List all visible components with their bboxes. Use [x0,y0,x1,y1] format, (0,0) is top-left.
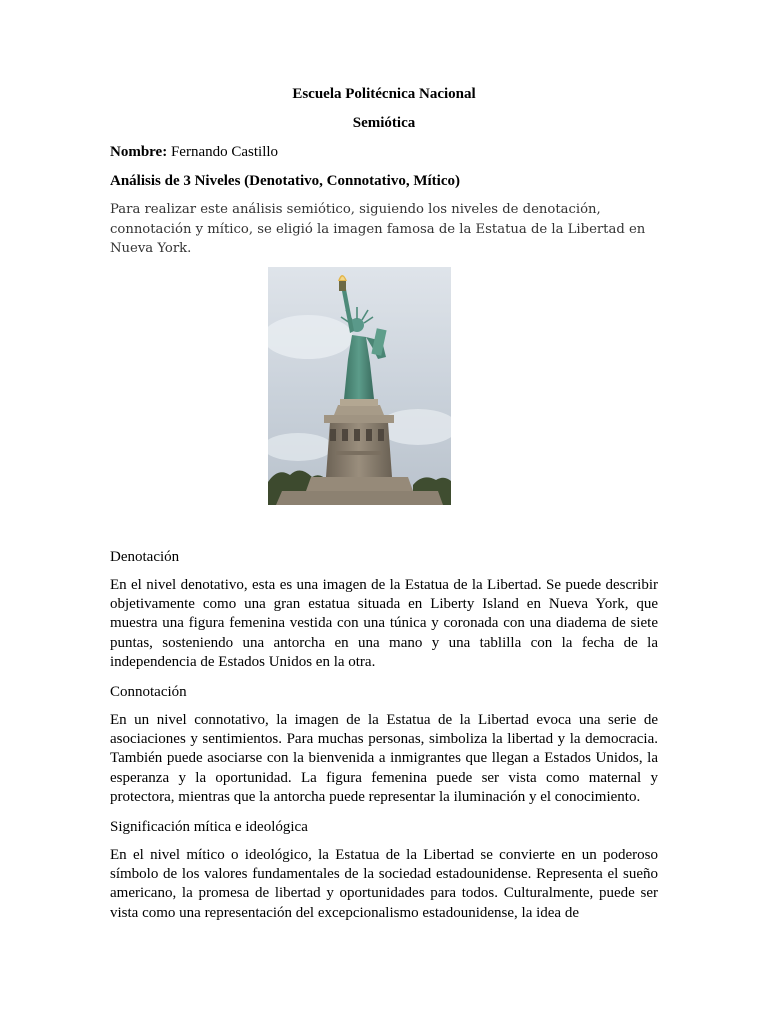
section-heading-denotacion: Denotación [110,548,180,565]
section-text-mitica: En el nivel mítico o ideológico, la Estatua de la Libertad se convierte en un poderoso símbolo de los valores fundamentales de la sociedad estadounidense. Representa el sueño americano, la promesa de libertad y oportunidades para todos. Culturalmente, puede ser vista como una representación del excepcionalismo estadounidense, la idea de [110,846,658,921]
section-text-denotacion: En el nivel denotativo, esta es una imagen de la Estatua de la Libertad. Se puede describir objetivamente como una gran estatua situada en Liberty Island en Nueva York, que muestra una figura femenina vestida con una túnica y coronada con una diadema de siete puntas, sosteniendo una antorcha en una mano y una tablilla con la fecha de la independencia de Estados Unidos en la otra. [110,576,658,671]
name-value: Fernando Castillo [170,144,279,160]
statue-of-liberty-photo [268,267,451,505]
section-heading-mitica: Significación mítica e ideológica [110,818,308,835]
document-page [110,84,658,932]
school-title: Escuela Politécnica Nacional [292,86,476,102]
section-text-connotacion: En un nivel connotativo, la imagen de la Estatua de la Libertad evoca una serie de asociaciones y sentimientos. Para muchas personas, simboliza la libertad y la democracia. También puede asociarse con la bienvenida a inmigrantes que llegan a Estados Unidos, la esperanza y la oportunidad. La figura femenina puede ser vista como maternal y protectora, mientras que la antorcha puede representar la iluminación y el conocimiento. [110,711,658,806]
section-heading-connotacion: Connotación [110,683,187,700]
name-label: Nombre: [110,144,168,160]
intro-paragraph: Para realizar este análisis semiótico, siguiendo los niveles de denotación, connotación y mítico, se eligió la imagen famosa de la Estatua de la Libertad en Nueva York. [110,202,646,256]
analysis-title: Análisis de 3 Niveles (Denotativo, Connotativo, Mítico) [110,173,460,189]
name-line [110,142,658,162]
subject-title: Semiótica [352,115,416,131]
